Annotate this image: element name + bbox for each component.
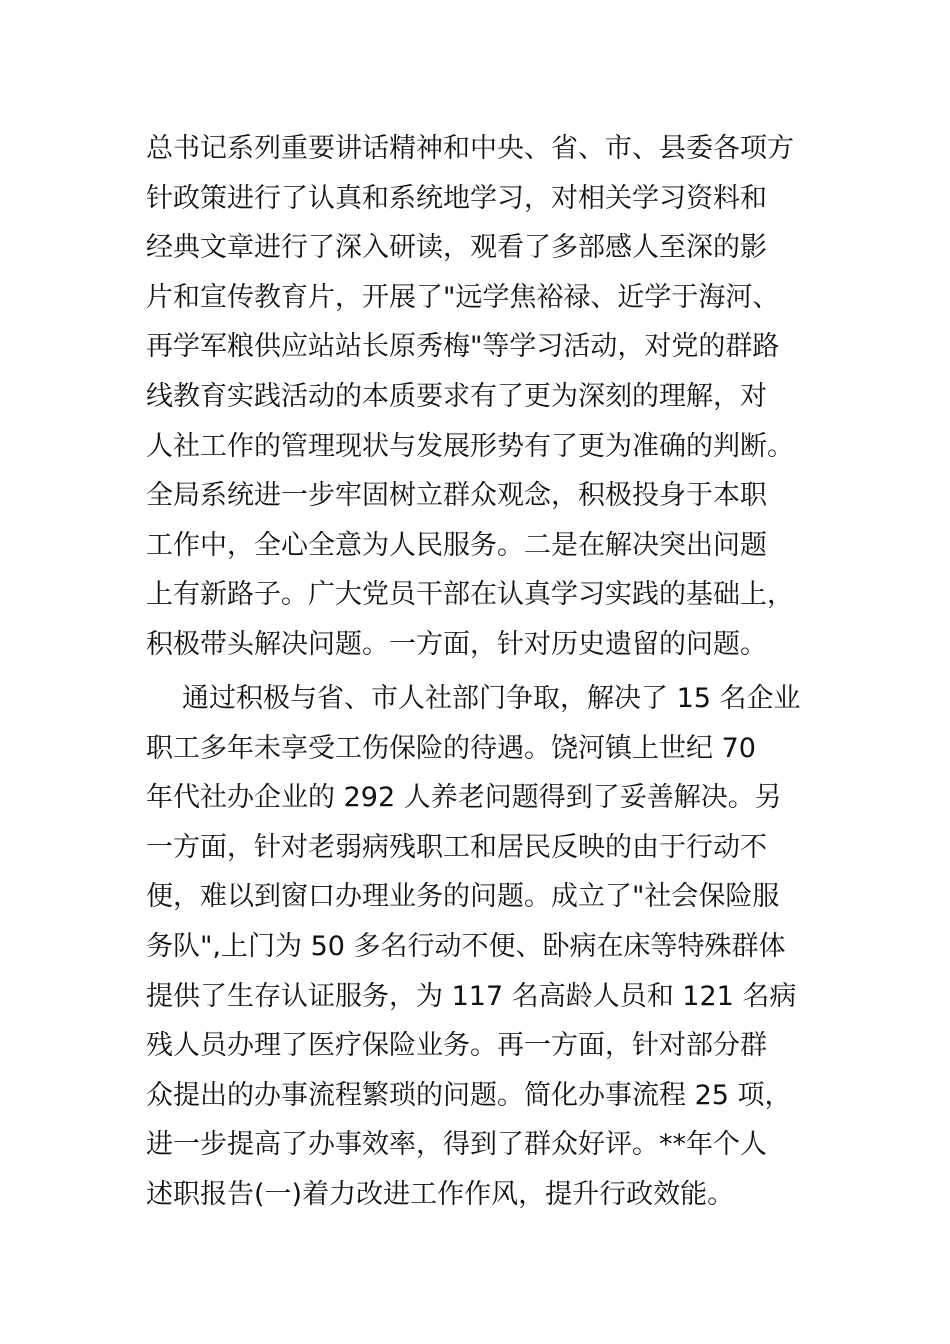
text-line: 众提出的办事流程繁琐的问题。简化办事流程 25 项， [146, 1079, 792, 1111]
text-line: 人社工作的管理现状与发展形势有了更为准确的判断。 [146, 430, 794, 462]
body-paragraph [146, 124, 794, 670]
body-paragraph [146, 674, 801, 1220]
text-line: 进一步提高了办事效率，得到了群众好评。**年个人 [146, 1129, 767, 1161]
text-line: 经典文章进行了深入研读，观看了多部感人至深的影 [146, 232, 767, 264]
text-line: 职工多年未享受工伤保险的待遇。饶河镇上世纪 70 [146, 732, 756, 764]
text-line: 工作中，全心全意为人民服务。二是在解决突出问题 [146, 529, 767, 561]
text-line: 上有新路子。广大党员干部在认真学习实践的基础上， [146, 579, 794, 611]
text-line: 年代社办企业的 292 人养老问题得到了妥善解决。另 [146, 782, 782, 814]
text-line: 残人员办理了医疗保险业务。再一方面，针对部分群 [146, 1030, 767, 1062]
text-line: 总书记系列重要讲话精神和中央、省、市、县委各项方 [146, 133, 794, 164]
text-line: 通过积极与省、市人社部门争取，解决了 15 名企业 [182, 683, 801, 714]
text-line: 片和宣传教育片，开展了"远学焦裕禄、近学于海河、 [146, 281, 780, 313]
text-line: 务队",上门为 50 多名行动不便、卧病在床等特殊群体 [146, 930, 786, 962]
text-line: 述职报告(一)着力改进工作作风，提升行政效能。 [146, 1178, 735, 1210]
text-line: 一方面，针对老弱病残职工和居民反映的由于行动不 [146, 831, 767, 863]
text-line: 便，难以到窗口办理业务的问题。成立了"社会保险服 [146, 881, 780, 913]
text-line: 线教育实践活动的本质要求有了更为深刻的理解，对 [146, 380, 767, 412]
text-line: 提供了生存认证服务，为 117 名高龄人员和 121 名病 [146, 980, 797, 1012]
text-line: 针政策进行了认真和系统地学习，对相关学习资料和 [146, 182, 767, 214]
text-line: 全局系统进一步牢固树立群众观念，积极投身于本职 [146, 480, 767, 512]
text-line: 积极带头解决问题。一方面，针对历史遗留的问题。 [146, 628, 767, 660]
text-line: 再学军粮供应站站长原秀梅"等学习活动，对党的群路 [146, 331, 780, 363]
